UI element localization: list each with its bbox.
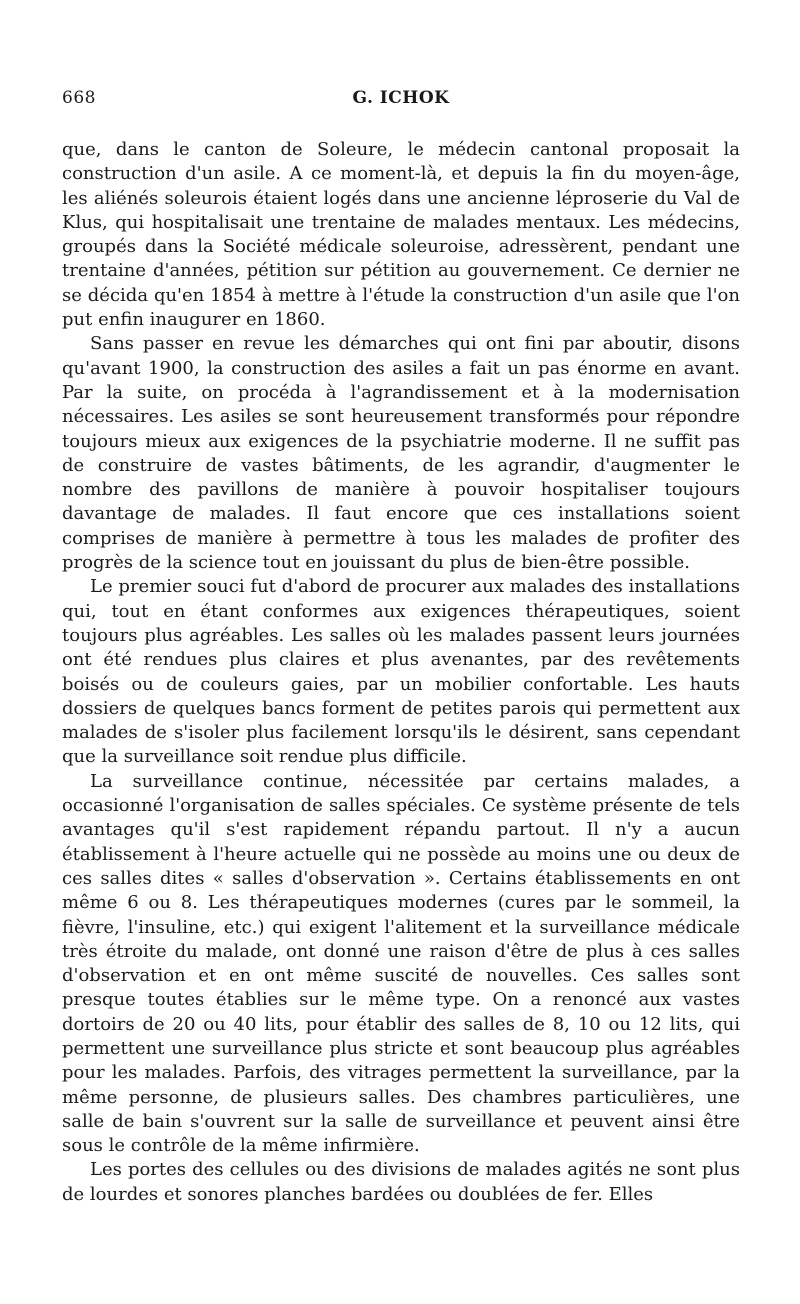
paragraph-installations: Le premier souci fut d'abord de procurer aux malades des installations qui, tout en étant conformes aux exigences thérapeutiques, soient toujours plus agréables. Les salles où les malades passent leurs journées ont été rendues plus claires et plus avenantes, par des revêtements boisés ou de couleurs gaies, par un mobilier confortable. Les hauts dossiers de quelques bancs forment de petites parois qui permettent aux malades de s'isoler plus facilement lorsqu'ils le désirent, sans cependant que la surveillance soit rendue plus difficile. (62, 576, 740, 768)
running-head (62, 88, 740, 114)
paragraph-asylum-construction: Sans passer en revue les démarches qui ont fini par aboutir, disons qu'avant 1900, la construction des asiles a fait un pas énorme en avant. Par la suite, on procéda à l'agrandissement et à la modernisation nécessaires. Les asiles se sont heureusement transformés pour répondre toujours mieux aux exigences de la psychiatrie moderne. Il ne suffit pas de construire de vastes bâtiments, de les agrandir, d'augmenter le nombre des pavillons de manière à pouvoir hospitaliser toujours davantage de malades. Il faut encore que ces installations soient comprises de manière à permettre à tous les malades de profiter des progrès de la science tout en jouissant du plus de bien-être possible. (62, 333, 740, 574)
paragraph-surveillance: La surveillance continue, nécessitée par certains malades, a occasionné l'organisation de salles spéciales. Ce système présente de tels avantages qu'il s'est rapidement répandu partout. Il n'y a aucun établissement à l'heure actuelle qui ne possède au moins une ou deux de ces salles dites « salles d'observation ». Certains établissements en ont même 6 ou 8. Les thérapeutiques modernes (cures par le sommeil, la fièvre, l'insuline, etc.) qui exigent l'alitement et la surveillance médicale très étroite du malade, ont donné une raison d'être de plus à ces salles d'observation et en ont même suscité de nouvelles. Ces salles sont presque toutes établies sur le même type. On a renoncé aux vastes dortoirs de 20 ou 40 lits, pour établir des salles de 8, 10 ou 12 lits, qui permettent une surveillance plus stricte et sont beaucoup plus agréables pour les malades. Parfois, des vitrages permettent la surveillance, par la même personne, de plusieurs salles. Des chambres particulières, une salle de bain s'ouvrent sur la salle de surveillance et peuvent ainsi être sous le contrôle de la même infirmière. (62, 770, 740, 1157)
running-title: G. ICHOK (352, 88, 450, 108)
paragraph-doors: Les portes des cellules ou des divisions de malades agités ne sont plus de lourdes et sonores planches bardées ou doublées de fer. Elles (62, 1159, 740, 1205)
page-number: 668 (62, 88, 96, 108)
book-page (62, 88, 740, 1207)
paragraph-continuation: que, dans le canton de Soleure, le médecin cantonal proposait la construction d'un asile. A ce moment-là, et depuis la fin du moyen-âge, les aliénés soleurois étaient logés dans une ancienne léproserie du Val de Klus, qui hospitalisait une trentaine de malades mentaux. Les médecins, groupés dans la Société médicale soleuroise, adressèrent, pendant une trentaine d'années, pétition sur pétition au gouvernement. Ce dernier ne se décida qu'en 1854 à mettre à l'étude la construction d'un asile que l'on put enfin inaugurer en 1860. (62, 139, 740, 331)
body-text (62, 138, 740, 1207)
